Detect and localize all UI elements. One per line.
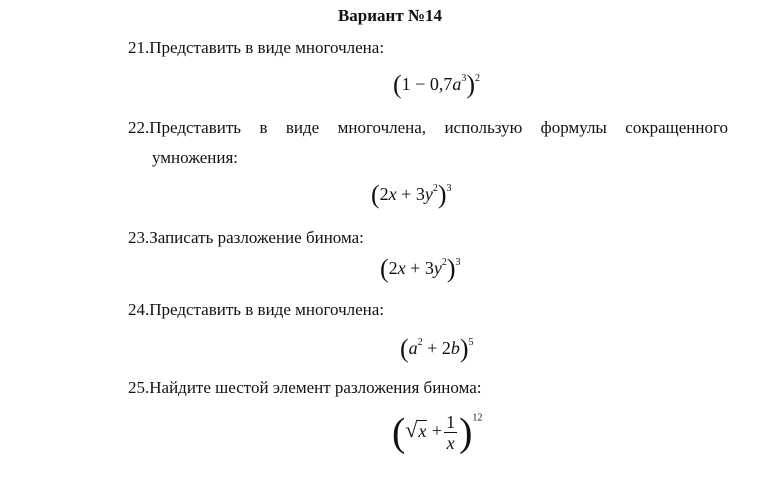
formula-22: $(2x + 3y^2)^3$ (371, 180, 452, 209)
formula-exponent: 5 (468, 337, 474, 348)
task-number: 22. (128, 118, 150, 137)
formula-exponent: 2 (475, 73, 480, 84)
task-number: 25. (128, 378, 150, 397)
formula-term: 2 (441, 338, 451, 358)
formula-exponent: 2 (417, 337, 423, 348)
page-title: Вариант №14 (337, 6, 443, 25)
formula-operator: + (410, 258, 421, 278)
formula-23: $(2x + 3y^2)^3$ (380, 254, 461, 283)
sqrt: √x (405, 416, 427, 442)
formula-exponent: 3 (461, 73, 467, 84)
task-25 (128, 376, 728, 400)
formula-operator: + (431, 420, 443, 441)
formula-term: 2 (379, 184, 389, 204)
formula-var: a (452, 74, 462, 94)
fraction (444, 412, 457, 453)
formula-term: 1 − 0,7 (401, 74, 453, 94)
task-21 (128, 36, 728, 60)
formula-operator: + (401, 184, 412, 204)
formula-var: a (408, 338, 418, 358)
task-22 (128, 116, 728, 140)
formula-exponent: 3 (455, 257, 461, 268)
formula-var: y (424, 184, 433, 204)
task-text: Представить в виде многочлена, использую формулы сокращенного (149, 118, 728, 137)
formula-var: x (388, 184, 397, 204)
formula-var: x (418, 420, 427, 441)
formula-term: 3 (424, 258, 434, 278)
formula-25: (√x + $\frac{1}{x}$ )$^{12}$ (392, 409, 483, 455)
task-23 (128, 226, 728, 250)
task-22-continuation: умножения: (152, 148, 239, 167)
task-24 (128, 298, 728, 322)
task-number: 23. (128, 228, 150, 247)
task-number: 24. (128, 300, 150, 319)
formula-21: $(1 - 0,7a^3)^2$ (393, 70, 480, 99)
fraction-denominator: x (446, 433, 455, 453)
formula-var: x (397, 258, 406, 278)
task-text: Представить в виде многочлена: (149, 38, 385, 57)
fraction-numerator: 1 (446, 412, 456, 432)
formula-var: b (450, 338, 460, 358)
formula-var: y (433, 258, 442, 278)
task-text: Представить в виде многочлена: (149, 300, 385, 319)
formula-24: $(a^2 + 2b)^5$ (400, 334, 474, 363)
task-number: 21. (128, 38, 150, 57)
formula-exponent: 12 (472, 412, 483, 424)
task-text: Найдите шестой элемент разложения бинома: (149, 378, 482, 397)
formula-exponent: 2 (432, 183, 438, 194)
formula-term: 2 (388, 258, 398, 278)
formula-exponent: 3 (446, 183, 452, 194)
formula-operator: + (427, 338, 438, 358)
formula-exponent: 2 (441, 257, 447, 268)
formula-term: 3 (415, 184, 425, 204)
task-text: Записать разложение бинома: (149, 228, 364, 247)
